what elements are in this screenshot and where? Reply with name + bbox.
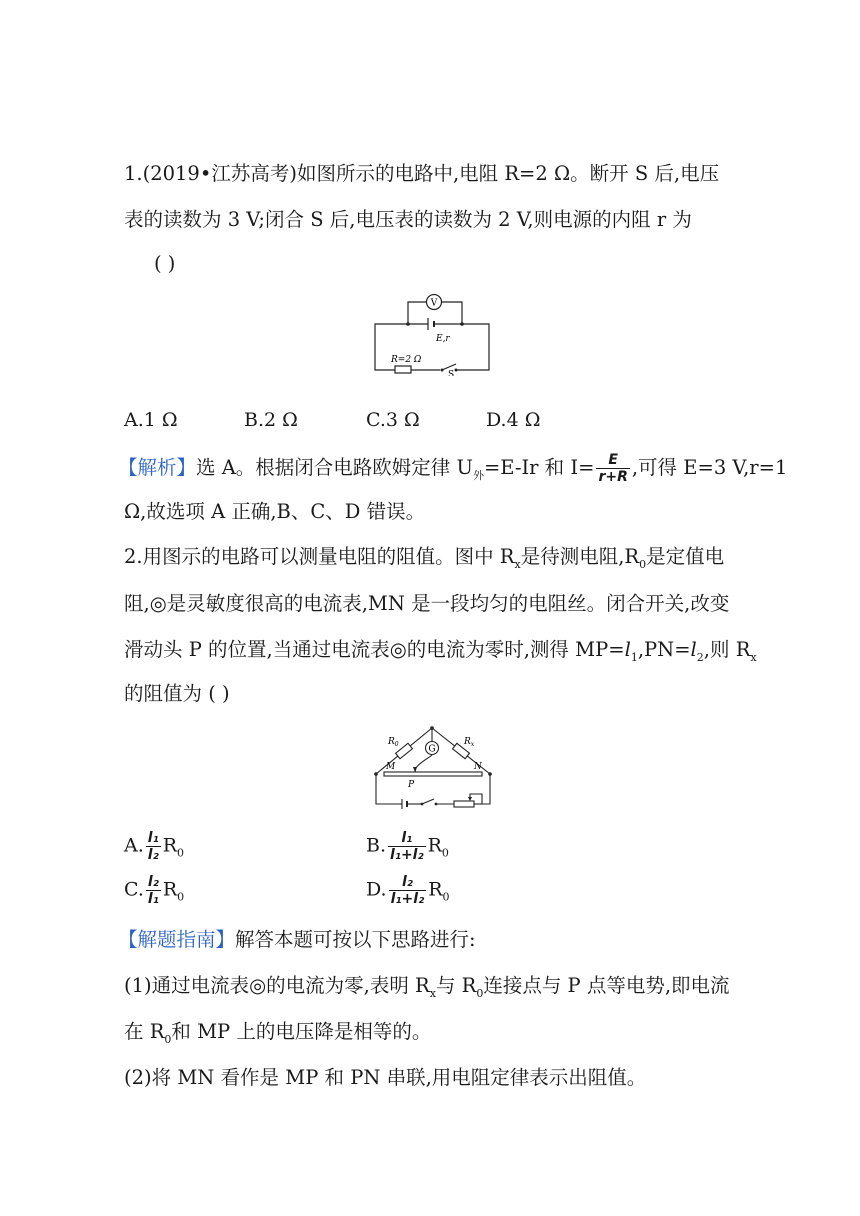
q1-switch-label: S bbox=[448, 370, 455, 376]
q2-line-4: 的阻值为 ( ) bbox=[124, 682, 230, 705]
q2-step-1-line-2: 在 $R_0$和 MP 上的电压降是相等的。 bbox=[124, 1020, 432, 1046]
q1-source-label: E,r bbox=[436, 334, 450, 344]
q2-option-a: A. $\frac{\text{l₁}}{\text{l₂}}$ $R_0$ bbox=[124, 830, 185, 863]
q2-option-c: C. $\frac{\text{l₂}}{\text{l₁}}$ $R_0$ bbox=[124, 874, 185, 907]
q1-option-c: C.3 Ω bbox=[366, 409, 420, 431]
q2-n-label: N bbox=[474, 762, 482, 772]
q1-answer-bracket: ( ) bbox=[154, 252, 176, 275]
guide-tag: 【解题指南】 bbox=[118, 928, 236, 951]
q2-step-1: (1)通过电流表◎的电流为零,表明 $R_x$与 $R_0$连接点与 P 点等电势,即电流 bbox=[124, 974, 730, 1000]
analysis-tag: 【解析】 bbox=[118, 456, 197, 479]
q2-m-label: M bbox=[386, 762, 396, 772]
q2-guide: 【解题指南】解答本题可按以下思路进行: bbox=[118, 928, 476, 951]
q2-option-b: B. $\frac{\text{l₁}}{\text{l₁+l₂}}$ $R_0$ bbox=[366, 830, 449, 863]
q1-line-1: 1.(2019•江苏高考)如图所示的电路中,电阻 R=2 Ω。断开 S 后,电压 bbox=[124, 162, 720, 185]
q2-line-3: 滑动头 P 的位置,当通过电流表◎的电流为零时,测得 $MP=l_1,PN=l_2$,则 $R_x$ bbox=[124, 638, 757, 664]
q2-p-label: P bbox=[408, 780, 415, 790]
q2-galvanometer-label: G bbox=[428, 744, 436, 755]
q1-option-a: A.1 Ω bbox=[124, 409, 178, 431]
q1-voltmeter-label: V bbox=[430, 298, 438, 309]
analysis-fraction: $\frac{E}{r+R}$ bbox=[598, 452, 628, 485]
q1-option-d: D.4 Ω bbox=[486, 409, 541, 431]
q2-bridge-circuit-figure bbox=[366, 722, 506, 814]
q2-line-2: 阻,◎是灵敏度很高的电流表,MN 是一段均匀的电阻丝。闭合开关,改变 bbox=[124, 592, 730, 615]
q1-analysis-line-2: Ω,故选项 A 正确,B、C、D 错误。 bbox=[124, 500, 426, 523]
q1-circuit-figure bbox=[370, 294, 500, 376]
analysis-text-a: 选 A。根据闭合电路欧姆定律 U bbox=[196, 456, 473, 479]
q2-option-d: D. $\frac{\text{l₂}}{\text{l₁+l₂}}$ $R_0$ bbox=[366, 874, 450, 907]
q2-r0-label: $R_0$ bbox=[388, 737, 399, 748]
q1-resistor-label: R=2 Ω bbox=[391, 355, 422, 365]
q2-step-2: (2)将 MN 看作是 MP 和 PN 串联,用电阻定律表示出阻值。 bbox=[124, 1066, 647, 1089]
analysis-text-c: ,可得 E=3 V,r=1 bbox=[631, 456, 788, 479]
q1-analysis bbox=[118, 452, 787, 490]
q1-option-b: B.2 Ω bbox=[244, 409, 298, 431]
q2-line-1: 2.用图示的电路可以测量电阻的阻值。图中 $R_x$是待测电阻$,R_0$是定值电 bbox=[124, 545, 725, 571]
analysis-sub: 外 bbox=[472, 468, 484, 482]
q2-rx-label: $R_x$ bbox=[464, 737, 475, 748]
q1-line-2: 表的读数为 3 V;闭合 S 后,电压表的读数为 2 V,则电源的内阻 r 为 bbox=[124, 208, 692, 231]
analysis-text-b: =E-Ir 和 I= bbox=[483, 456, 595, 479]
